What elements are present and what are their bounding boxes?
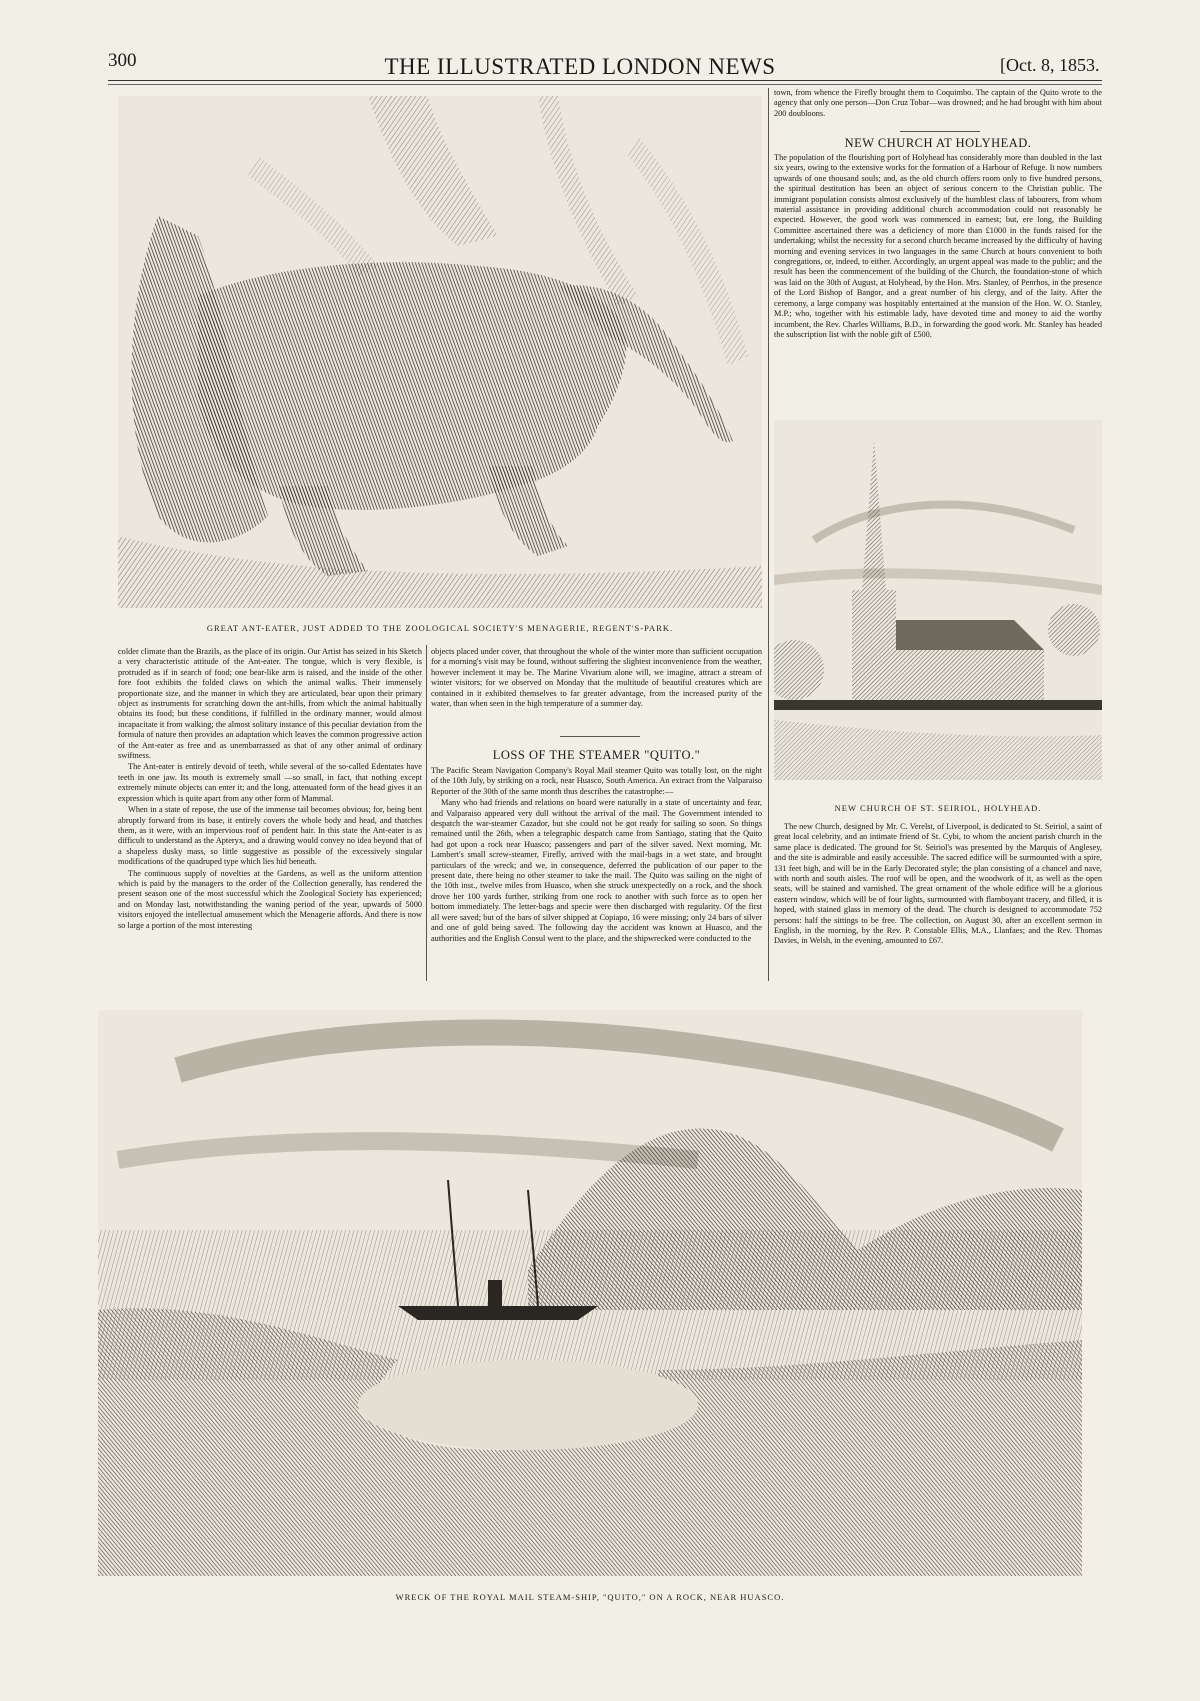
church-engraving [774,420,1102,780]
anteater-paragraph: objects placed under cover, that throughout the whole of the winter more than sufficient occupation for a morning's visit may be found, without suffering the slightest inconvenience from the weather, however inclement it may be. The Marine Vivarium alone will, we imagine, attract a stream of winter visitors; for we observed on Monday that the multitude of beautiful creatures which are contained in it exhibited themselves to far greater advantage, from the increased purity of the water, than when seen in the high temperature of a summer day. [431,647,762,709]
church-caption: NEW CHURCH OF ST. SEIRIOL, HOLYHEAD. [834,803,1042,813]
quito-paragraph: The Pacific Steam Navigation Company's Royal Mail steamer Quito was totally lost, on the night of the 10th July, by striking on a rock, near Huasco, South America. An extract from the Valparaiso Reporter of the 30th of the same month thus describes the catastrophe:— [431,766,762,796]
quito-continuation [774,88,1102,128]
masthead-title: THE ILLUSTRATED LONDON NEWS [384,54,776,79]
anteater-caption: GREAT ANT-EATER, JUST ADDED TO THE ZOOLOGICAL SOCIETY'S MENAGERIE, REGENT'S-PARK. [206,623,674,633]
anteater-column-left [118,647,422,977]
header-rule-thin [108,84,1102,85]
holyhead-article [774,153,1102,429]
column-divider [768,88,769,981]
holyhead-heading: NEW CHURCH AT HOLYHEAD. [844,136,1032,150]
anteater-engraving [118,96,762,608]
column-divider [426,645,427,981]
page-number: 300 [108,50,137,71]
issue-date: [Oct. 8, 1853. [1000,55,1100,75]
quito-continuation-text: town, from whence the Firefly brought them to Coquimbo. The captain of the Quito wrote to the agency that only one person—Don Cruz Tobar—was drowned; and he had brought with him about 200 doubloons. [774,88,1102,118]
quito-article [431,766,762,980]
quito-heading: LOSS OF THE STEAMER "QUITO." [492,748,701,762]
wreck-engraving [98,1010,1082,1576]
anteater-column-right [431,647,762,729]
holyhead-paragraph: The population of the flourishing port of Holyhead has considerably more than doubled in the last six years, owing to the extensive works for the formation of a Harbour of Refuge. It now numbers upwards of one thousand souls; and, as the old church offers room only to five hundred persons, the spiritual destitution has been an object of serious concern to the Christian public. The immigrant population consists almost exclusively of the humblest class of labourers, from whom material assistance in providing additional church accommodation could not reasonably be expected. However, the good work was commenced in earnest; but, ere long, the Building Committee ascertained there was a deficiency of more than £1000 in the funds raised for the undertaking; whilst the necessity for a second church became increased by the difficulty of having morning and evening services in two languages in the same Church at hours convenient to both congregations, or, indeed, to either. Accordingly, an urgent appeal was made to the public; and the result has been the commencement of the building of the Church, the foundation-stone of which was laid on the 30th of August, at Holyhead, by the Hon. Mrs. Stanley, of Penrhos, in the presence of the Lord Bishop of Bangor, and a great number of his clergy, and of the laity. After the ceremony, a large company was hospitably entertained at the mansion of the Hon. W. O. Stanley, M.P.; who, together with his estimable lady, have devoted time and money to aid the worthy incumbent, the Rev. Charles Williams, B.D., in forwarding the good work. Mr. Stanley has headed the subscription list with the noble gift of £500. [774,153,1102,339]
holyhead-article-continued [774,822,1102,980]
holyhead-paragraph: The new Church, designed by Mr. C. Verelst, of Liverpool, is dedicated to St. Seiriol, a saint of great local celebrity, and an intimate friend of St. Cybi, to whom the ancient parish church in the same place is dedicated. The ground for St. Seiriol's was presented by the Marquis of Anglesey, and the site is admirable and easily accessible. The sacred edifice will be surmounted with a spire, 131 feet high, and will be in the Early Decorated style; the plan consisting of a chancel and nave, with north and south aisles. The roof will be open, and the woodwork of it, as well as the open seats, will be stained and varnished. The great ornament of the whole edifice will be a glorious eastern window, which will be of four lights, surmounted with flamboyant tracery, and filled, it is hoped, with stained glass in memory of the dead. The church is designed to accommodate 752 persons: half the sittings to be free. The collection, on August 30, after an excellent sermon in English, in the morning, by the Rev. P. Constable Ellis, M.A., Llanfaes; and the Rev. Thomas Davies, in Welsh, in the evening, amounted to £67. [774,822,1102,946]
wreck-caption: WRECK OF THE ROYAL MAIL STEAM-SHIP, "QUITO," ON A ROCK, NEAR HUASCO. [395,1592,785,1602]
section-rule [560,736,640,737]
section-rule [900,131,980,132]
anteater-paragraph: colder climate than the Brazils, as the place of its origin. Our Artist has seized in his Sketch a very characteristic attitude of the Ant-eater. The tongue, which is very flexible, is protruded as if in search of food; one bear-like arm is raised, and the inside of the other fore foot exhibits the folded claws on which the animal walks. Their immensely proportionate size, and the manner in which they are articulated, bear upon their primary object as instruments for scratching down the ant-hills, from which the animal habitually obtains its food; but these conditions, if fulfilled in the ordinary manner, would almost incapacitate it from walking; the almost solitary instance of this peculiar deviation from the formula of nature then provides an adaptation which leaves the common progressive action of the Ant-eater as free and as unembarrassed as that of any other animal of ordinary swiftness. [118,647,422,761]
quito-paragraph: Many who had friends and relations on board were naturally in a state of uncertainty and fear, and Valparaiso appeared very dull without the arrival of the mail. The Government intended to despatch the war-steamer Cazador, but she could not be got ready for sailing so soon. So things remained until the 26th, when a telegraphic despatch came from Santiago, stating that the Quito had got upon a rock near Huasco; passengers and part of the silver saved. Next morning, Mr. Lambert's small screw-steamer, Firefly, arrived with the mail-bags in a wet state, and brought particulars of the wreck; and we, in consequence, deferred the publication of our paper to the present date, there being no other steamer to take the mail. The Quito was sailing on the night of the 10th inst., twelve miles from Huasco, when she struck unexpectedly on a rock, and the shock drove her 100 yards further, striking from one rock to another with such force as to open her bottom immediately. The letter-bags and specie were then discharged with regularity. Of the first all were saved; but of the bars of silver shipped at Copiapo, 16 were missing; only 24 bars of silver and one of gold being saved. The following day the accident was known at Huasco, and the authorities and the English Consul went to the place, and the shipwrecked were conducted to the [431,798,762,943]
anteater-paragraph: When in a state of repose, the use of the immense tail becomes obvious; for, being bent abruptly forward from its base, it entirely covers the whole body and head, and thatches them, as it were, with an impervious roof of pendent hair. In this state the Ant-eater is as difficult to understand as the Apteryx, and a drawing would convey no idea beyond that of a shapeless dusky mass, so little suggestive as possible of the excessively singular modifications of the quadruped type which lies hid beneath. [118,805,422,867]
header-rule [108,80,1102,81]
anteater-paragraph: The continuous supply of novelties at the Gardens, as well as the uniform attention which is paid by the managers to the order of the Collection generally, has rendered the present season one of the most successful which the Zoological Society has experienced; and on Monday last, notwithstanding the waning period of the year, upwards of 5000 visitors enjoyed the intellectual amusement which the Menagerie affords. And there is now so large a portion of the most interesting [118,868,422,930]
anteater-paragraph: The Ant-eater is entirely devoid of teeth, while several of the so-called Edentates have teeth in one jaw. Its mouth is extremely small —so small, in fact, that nothing except extremely minute objects can enter it; and the long, attenuated form of the head gives it an expression which is quite apart from any other form of Mammal. [118,762,422,803]
